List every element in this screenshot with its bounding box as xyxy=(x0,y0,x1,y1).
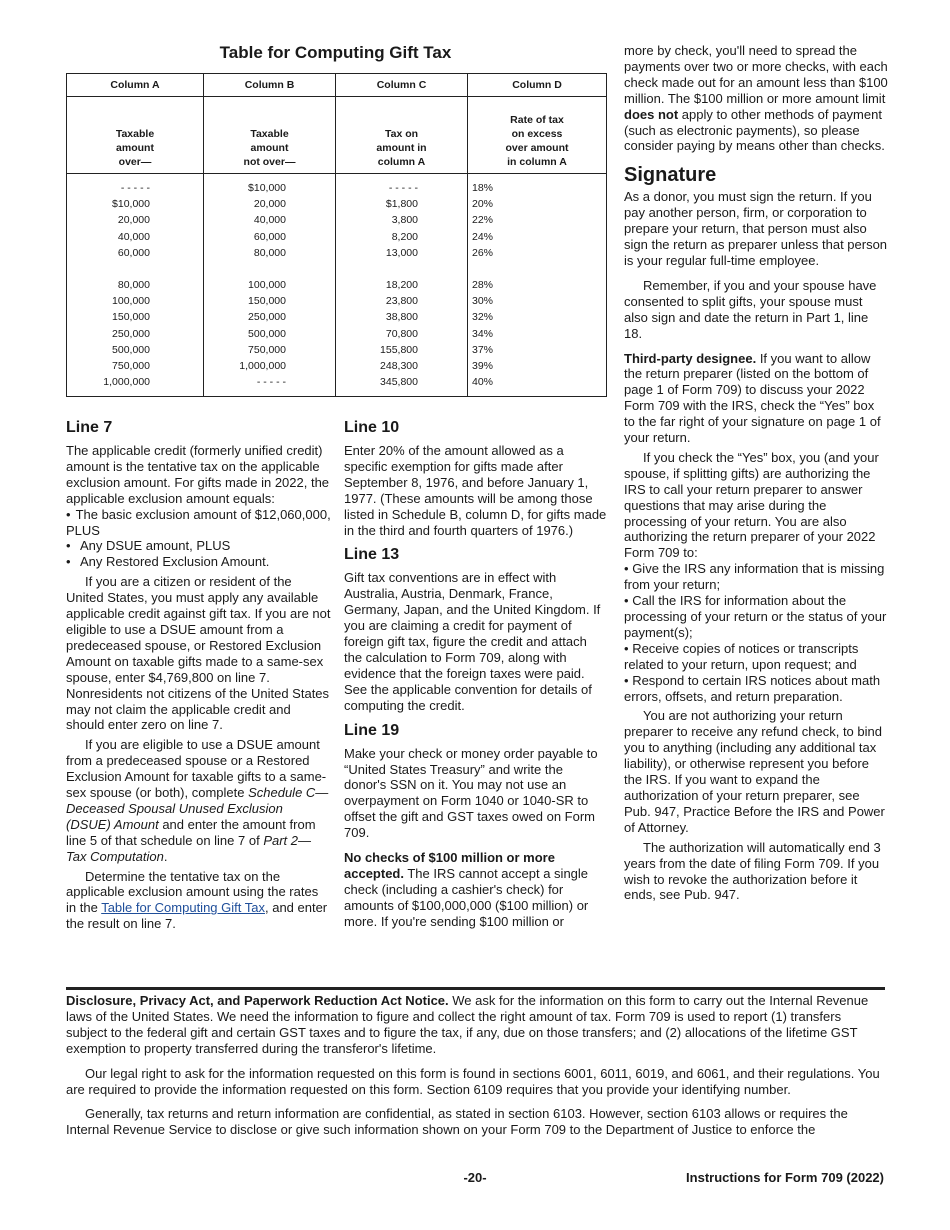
table-cell: 80,000 xyxy=(67,261,204,293)
table-cell: 18% xyxy=(468,174,607,197)
line19-paragraph: Make your check or money order payable to “United States Treasury” and write the donor's SSN on it. You may not use an overpayment on Form 1040 or 1040-SR to offset the gift and GST taxes owed on Form 709. xyxy=(344,745,598,841)
table-cell: 20,000 xyxy=(67,212,204,228)
table-cell: 3,800 xyxy=(336,212,468,228)
left-column xyxy=(66,418,331,932)
line10-heading: Line 10 xyxy=(344,419,400,436)
table-row xyxy=(67,374,607,397)
section-divider xyxy=(66,987,885,990)
page-number: -20- xyxy=(463,1170,487,1185)
line7-paragraph: If you are eligible to use a DSUE amount from a predeceased spouse or a Restored Exclusion Amount for taxable gifts to a same-sex spouse (or both), complete Schedule C—Deceased Spousal Unused Exclusion (DSUE) Amount and enter the amount from line 5 of that schedule on line 7 of Part 2—Tax Computation. xyxy=(66,737,329,864)
column-header: Column D xyxy=(468,74,607,97)
table-cell: 100,000 xyxy=(204,261,336,293)
table-cell: 24% xyxy=(468,229,607,245)
list-item: • The basic exclusion amount of $12,060,000, PLUS xyxy=(66,506,331,538)
disclosure-paragraph: Generally, tax returns and return information are confidential, as stated in section 6103. However, section 6103 allows or requires the Internal Revenue Service to disclose or give such information shown on your Form 709 to the Department of Justice to enforce the xyxy=(66,1106,848,1138)
table-cell: $10,000 xyxy=(204,174,336,197)
table-cell: 20,000 xyxy=(204,196,336,212)
line19-paragraph: No checks of $100 million or more accepted. The IRS cannot accept a single check (including a cashier's check) for amounts of $100,000,000 ($100 million) or more. If you're sending $100 million or xyxy=(344,850,589,929)
table-row xyxy=(67,358,607,374)
column-subheader: Taxable amount not over— xyxy=(204,97,336,174)
table-cell: 32% xyxy=(468,309,607,325)
document-title: Instructions for Form 709 (2022) xyxy=(686,1170,884,1185)
table-cell: 40,000 xyxy=(67,229,204,245)
list-item: • Receive copies of notices or transcripts related to your return, upon request; and xyxy=(624,640,859,672)
table-cell: 150,000 xyxy=(204,293,336,309)
bullet-icon: • xyxy=(624,640,629,656)
table-link[interactable]: Table for Computing Gift Tax xyxy=(101,900,265,916)
bullet-icon: • xyxy=(66,538,71,554)
line10-paragraph: Enter 20% of the amount allowed as a specific exemption for gifts made after September 8, 1976, and before January 1, 1977. (These amounts will be among those listed in Schedule B, column D, for gifts made in the third and fourth quarters of 1976.) xyxy=(344,443,607,538)
table-cell: 28% xyxy=(468,261,607,293)
table-cell: 345,800 xyxy=(336,374,468,397)
table-cell: 1,000,000 xyxy=(67,374,204,397)
table-cell: 39% xyxy=(468,358,607,374)
table-row xyxy=(67,229,607,245)
list-item: • Any DSUE amount, PLUS xyxy=(66,538,231,554)
column-header: Column C xyxy=(336,74,468,97)
line7-paragraph: The applicable credit (formerly unified credit) amount is the tentative tax on the applicable exclusion amount. For gifts made in 2022, the applicable exclusion amount equals: xyxy=(66,443,330,506)
table-cell: 750,000 xyxy=(204,342,336,358)
bullet-icon: • xyxy=(624,593,629,609)
table-cell: 60,000 xyxy=(204,229,336,245)
signature-paragraph: If you check the “Yes” box, you (and your spouse, if splitting gifts) are authorizing the IRS to call your return preparer to answer questions that may arise during the processing of your return. You are also authorizing the return preparer of your 2022 Form 709 to: xyxy=(624,449,879,561)
table-title: Table for Computing Gift Tax xyxy=(219,43,452,62)
table-row xyxy=(67,326,607,342)
line13-paragraph: Gift tax conventions are in effect with Australia, Austria, Denmark, France, Germany, Japan, and the United Kingdom. If you are claiming a credit for payment of foreign gift tax, figure the credit and attach the calculation to Form 709, along with evidence that the foreign taxes were paid. See the applicable convention for details of computing the credit. xyxy=(344,570,601,713)
line13-heading: Line 13 xyxy=(344,546,400,564)
column-subheader: Tax on amount in column A xyxy=(336,97,468,174)
signature-paragraph: You are not authorizing your return preparer to receive any refund check, to bind you to anything (including any additional tax liability), or otherwise represent you before the IRS. If you want to expand the authorization of your return preparer, see Pub. 947, Practice Before the IRS and Power of Attorney. xyxy=(624,708,885,835)
table-cell: 40,000 xyxy=(204,212,336,228)
disclosure-paragraph: Disclosure, Privacy Act, and Paperwork Reduction Act Notice. We ask for the information on this form to carry out the Internal Revenue laws of the United States. We need the information to figure and collect the right amount of tax. Form 709 is used to report (1) transfers subject to the federal gift and certain GST taxes and to figure the tax, if any, due on those transfers; and (2) allocations of the lifetime GST exemption to property transferred during the transferor's lifetime. xyxy=(66,993,869,1056)
table-cell: 20% xyxy=(468,196,607,212)
table-cell: 13,000 xyxy=(336,245,468,261)
list-item: • Respond to certain IRS notices about math errors, offsets, and return preparation. xyxy=(624,672,881,704)
table-cell: 248,300 xyxy=(336,358,468,374)
table-row xyxy=(67,174,607,197)
list-item: • Call the IRS for information about the processing of your return or the status of your payment(s); xyxy=(624,593,887,640)
right-column xyxy=(624,43,888,903)
table-cell: $1,800 xyxy=(336,196,468,212)
middle-column xyxy=(344,418,608,930)
line7-paragraph: If you are a citizen or resident of the United States, you must apply any available applicable credit against gift tax. If you are not eligible to use a DSUE amount from a predeceased spouse, or Restored Exclusion Amount on taxable gifts made to a same-sex spouse, enter $4,769,800 on line 7. Nonresidents not citizens of the United States may not claim the applicable credit and should enter zero on line 7. xyxy=(66,574,331,733)
bullet-icon: • xyxy=(624,561,629,577)
table-cell: 37% xyxy=(468,342,607,358)
table-cell: 38,800 xyxy=(336,309,468,325)
column-header: Column A xyxy=(67,74,204,97)
line7-paragraph: Determine the tentative tax on the applicable exclusion amount using the rates in the Table for Computing Gift Tax, and enter the result on line 7. xyxy=(66,868,328,932)
table-row xyxy=(67,212,607,228)
table-cell: - - - - - xyxy=(204,374,336,397)
table-cell: 26% xyxy=(468,245,607,261)
table-cell: - - - - - xyxy=(67,174,204,197)
table-cell: - - - - - xyxy=(336,174,468,197)
list-item: • Give the IRS any information that is missing from your return; xyxy=(624,561,885,593)
table-cell: 40% xyxy=(468,374,607,397)
table-cell: 750,000 xyxy=(67,358,204,374)
table-cell: 30% xyxy=(468,293,607,309)
signature-bullet-list xyxy=(624,561,888,704)
table-cell: 100,000 xyxy=(67,293,204,309)
table-cell: $10,000 xyxy=(67,196,204,212)
signature-paragraph: Remember, if you and your spouse have consented to split gifts, your spouse must also sign and date the return in Part 1, line 18. xyxy=(624,277,877,341)
table-cell: 22% xyxy=(468,212,607,228)
line7-bullet-list xyxy=(66,507,331,571)
signature-heading: Signature xyxy=(624,164,717,187)
list-item: • Any Restored Exclusion Amount. xyxy=(66,554,270,570)
table-cell: 23,800 xyxy=(336,293,468,309)
column-header: Column B xyxy=(204,74,336,97)
third-party-paragraph: Third-party designee. If you want to allow the return preparer (listed on the bottom of page 1 of Form 709) to discuss your 2022 Form 709 with the IRS, check the “Yes” box to the far right of your signature on page 1 of your return. xyxy=(624,350,881,446)
table-cell: 8,200 xyxy=(336,229,468,245)
table-cell: 18,200 xyxy=(336,261,468,293)
table-row xyxy=(67,261,607,293)
table-cell: 155,800 xyxy=(336,342,468,358)
line19-paragraph: more by check, you'll need to spread the payments over two or more checks, with each check made out for an amount less than $100 million. The $100 million or more amount limit does not apply to other methods of payment (such as electronic payments), so please consider paying by means other than checks. xyxy=(624,43,888,154)
bullet-icon: • xyxy=(66,554,71,570)
line19-heading: Line 19 xyxy=(344,721,400,739)
column-subheader: Taxable amount over— xyxy=(67,97,204,174)
table-cell: 500,000 xyxy=(204,326,336,342)
table-row xyxy=(67,196,607,212)
signature-paragraph: The authorization will automatically end 3 years from the date of filing Form 709. If you wish to revoke the authorization before it ends, see Pub. 947. xyxy=(624,839,881,903)
disclosure-paragraph: Our legal right to ask for the information requested on this form is found in sections 6001, 6011, 6019, and 6061, and their regulations. You are required to provide the information requested on this form. Section 6109 requires that you provide your identifying number. xyxy=(66,1065,880,1097)
table-cell: 250,000 xyxy=(67,326,204,342)
signature-paragraph: As a donor, you must sign the return. If you pay another person, firm, or corporation to prepare your return, that person must also sign the return as preparer unless that person is your regular full-time employee. xyxy=(624,189,888,268)
table-row xyxy=(67,245,607,261)
line7-heading: Line 7 xyxy=(66,419,113,436)
bullet-icon: • xyxy=(624,672,629,688)
table-row xyxy=(67,293,607,309)
bullet-icon: • xyxy=(66,506,71,522)
column-subheader: Rate of tax on excess over amount in column A xyxy=(468,97,607,174)
disclosure-section xyxy=(66,993,885,1138)
table-cell: 250,000 xyxy=(204,309,336,325)
table-cell: 1,000,000 xyxy=(204,358,336,374)
table-cell: 80,000 xyxy=(204,245,336,261)
table-row xyxy=(67,342,607,358)
table-row xyxy=(67,309,607,325)
table-cell: 34% xyxy=(468,326,607,342)
gift-tax-table xyxy=(66,73,607,397)
table-cell: 70,800 xyxy=(336,326,468,342)
table-cell: 60,000 xyxy=(67,245,204,261)
table-cell: 500,000 xyxy=(67,342,204,358)
table-cell: 150,000 xyxy=(67,309,204,325)
